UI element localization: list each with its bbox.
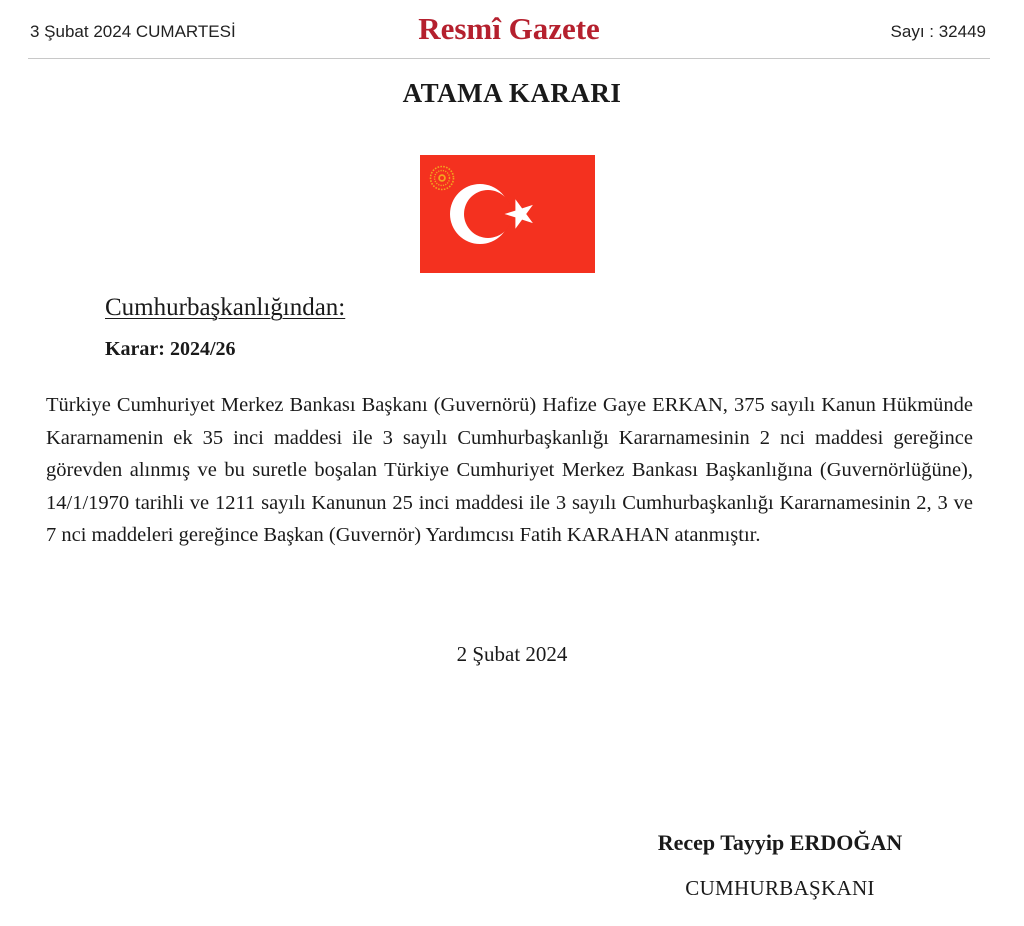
issue-number: Sayı : 32449 [890, 22, 986, 41]
issuing-authority: Cumhurbaşkanlığından: [105, 294, 346, 321]
gazette-header [28, 8, 990, 59]
decision-date: 2 Şubat 2024 [456, 642, 568, 666]
publication-title: Resmî Gazete [418, 11, 600, 46]
decision-number: Karar: 2024/26 [105, 338, 236, 360]
turkish-flag-icon [420, 155, 595, 273]
publication-date: 3 Şubat 2024 CUMARTESİ [30, 22, 236, 41]
signatory-name: Recep Tayyip ERDOĞAN [657, 830, 903, 855]
signatory-title: CUMHURBAŞKANI [685, 876, 875, 900]
decision-body: Türkiye Cumhuriyet Merkez Bankası Başkanı (Guvernörü) Hafize Gaye ERKAN, 375 sayılı Kanun Hükmünde Kararnamenin ek 35 inci maddesi ile 3 sayılı Cumhurbaşkanlığı Kararnamesinin 2 nci maddesi gereğince görevden alınmış ve bu suretle boşalan Türkiye Cumhuriyet Merkez Bankası Başkanlığına (Guvernörlüğüne), 14/1/1970 tarihli ve 1211 sayılı Kanunun 25 inci maddesi ile 3 sayılı Cumhurbaşkanlığı Kararnamesinin 2, 3 ve 7 nci maddeleri gereğince Başkan (Guvernör) Yardımcısı Fatih KARAHAN atanmıştır. [46, 394, 973, 547]
decision-title: ATAMA KARARI [402, 78, 622, 108]
